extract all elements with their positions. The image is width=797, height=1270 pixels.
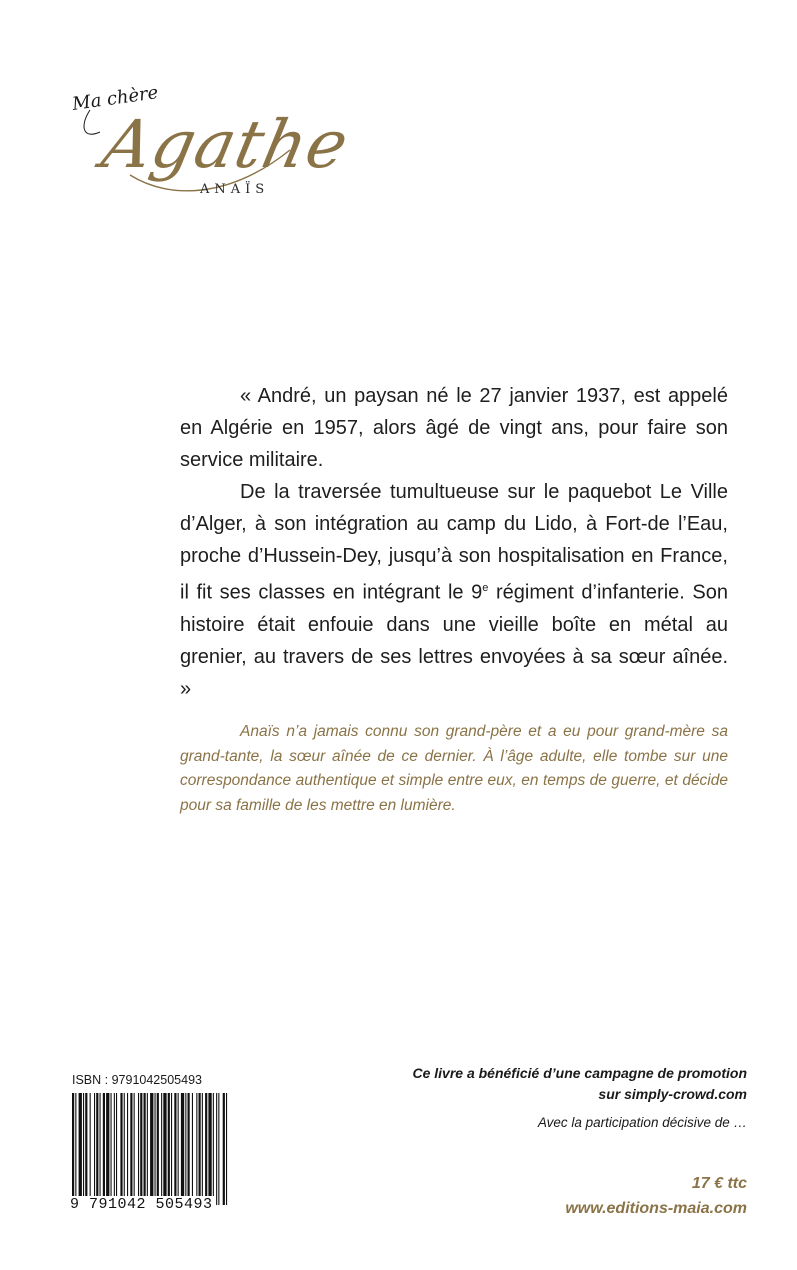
author-name: ANAÏS <box>200 182 270 197</box>
promotion-line-1: Ce livre a bénéficié d’une campagne de promotion <box>412 1065 747 1081</box>
quote-paragraph-1: « André, un paysan né le 27 janvier 1937, est appelé en Algérie en 1957, alors âgé de vingt ans, pour faire son service militaire. <box>180 385 728 471</box>
back-cover-quote <box>180 380 728 705</box>
quote-paragraph-2-end: régiment d’infanterie. Son histoire était enfouie dans une vieille boîte en métal au grenier, au travers de ses lettres envoyées à sa sœur aînée. » <box>180 581 729 700</box>
publisher-website: www.editions-maia.com <box>565 1200 747 1217</box>
blurb-text: Anaïs n’a jamais connu son grand-père et a eu pour grand-mère sa grand-tante, la sœur aînée de ce dernier. À l’âge adulte, elle tombe sur une correspondance authentique et simple entre eux, en temps de guerre, et décide pour sa famille de les mettre en lumière. <box>180 723 728 814</box>
author-blurb <box>180 720 728 818</box>
promotion-note <box>367 1063 747 1105</box>
isbn-label: ISBN : 9791042505493 <box>72 1073 202 1087</box>
promotion-line-2: sur simply-crowd.com <box>598 1086 747 1102</box>
logo-subtitle: Ma chère <box>70 82 160 115</box>
ordinal-superscript: e <box>482 582 489 594</box>
price: 17 € ttc <box>691 1175 747 1192</box>
participation-note: Avec la participation décisive de … <box>537 1115 747 1130</box>
quote-paragraph-2-start: De la traversée tumultueuse sur le paquebot Le Ville d’Alger, à son intégration au camp du Lido, à Fort-de l’Eau, proche d’Hussein-Dey, jusqu’à son hospitalisation en France, il fit ses classes en intégrant le 9 <box>180 481 728 604</box>
quote-paragraph-2 <box>180 476 728 705</box>
barcode-number: 9 791042 505493 <box>70 1196 213 1213</box>
barcode-digits <box>68 1196 230 1213</box>
logo-title: Agathe <box>95 106 356 183</box>
book-logo <box>60 80 356 210</box>
